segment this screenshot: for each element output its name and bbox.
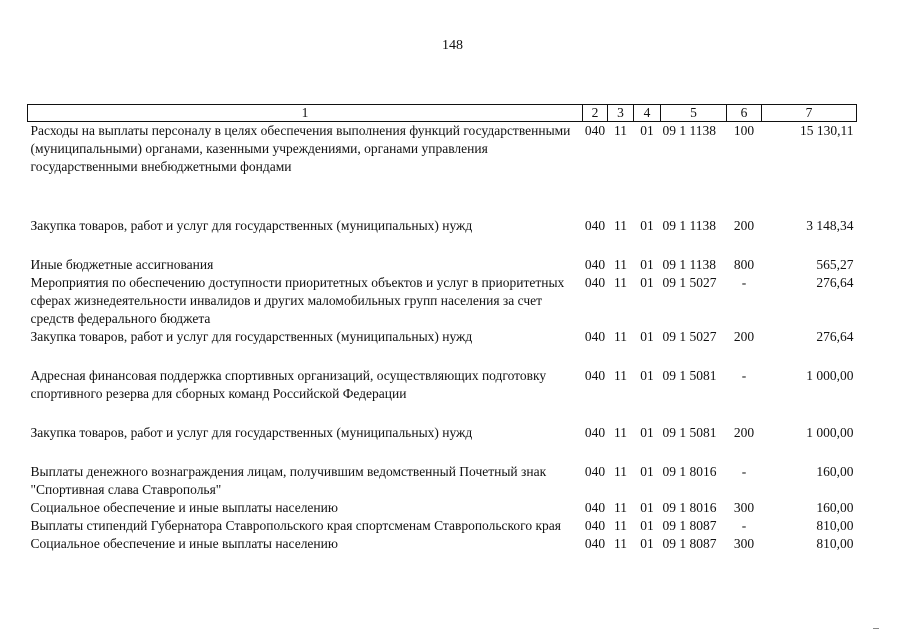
row-ministry-code: 040 [584,464,606,479]
table-row [28,517,857,535]
row-section-code: 11 [614,368,627,383]
row-target-code: 09 1 8087 [662,536,717,551]
row-subsection-code: 01 [640,218,654,233]
row-name: Закупка товаров, работ и услуг для государственных (муниципальных) нужд [30,329,473,344]
header-col-6: 6 [727,105,762,122]
row-subsection-code: 01 [640,257,654,272]
row-section-code: 11 [614,275,627,290]
header-col-3: 3 [608,105,634,122]
row-section-code: 11 [614,518,627,533]
row-target-code: 09 1 5081 [662,368,717,383]
table-header-row [28,105,857,122]
row-spacer [28,346,857,367]
row-target-code: 09 1 8016 [662,464,717,479]
row-name: Мероприятия по обеспечению доступности приоритетных объектов и услуг в приоритетных сферах жизнедеятельности инвалидов и других маломобильных групп населения за счет средств федерального бюджета [30,275,565,326]
row-subsection-code: 01 [640,329,654,344]
row-amount: 810,00 [816,518,854,533]
table-row [28,535,857,553]
row-ministry-code: 040 [584,425,606,440]
row-expense-type: 200 [733,329,755,344]
row-ministry-code: 040 [584,518,606,533]
row-subsection-code: 01 [640,500,654,515]
table-row [28,463,857,499]
row-section-code: 11 [614,329,627,344]
header-col-2: 2 [583,105,608,122]
row-section-code: 11 [614,500,627,515]
row-amount: 1 000,00 [806,425,854,440]
table-row [28,217,857,235]
row-name: Социальное обеспечение и иные выплаты населению [30,536,338,551]
row-name: Социальное обеспечение и иные выплаты населению [30,500,338,515]
row-subsection-code: 01 [640,518,654,533]
row-name: Выплаты стипендий Губернатора Ставропольского края спортсменам Ставропольского края [30,518,561,533]
header-col-5: 5 [661,105,727,122]
row-name: Расходы на выплаты персоналу в целях обеспечения выполнения функций государственными (муниципальными) органами, казенными учреждениями, органами управления государственными внебюджетными фондами [30,123,571,174]
row-expense-type: 800 [733,257,755,272]
row-ministry-code: 040 [584,500,606,515]
row-subsection-code: 01 [640,275,654,290]
row-name: Адресная финансовая поддержка спортивных организаций, осуществляющих подготовку спортивного резерва для сборных команд Российской Федерации [30,368,547,401]
corner-mark [873,628,879,629]
row-ministry-code: 040 [584,368,606,383]
row-expense-type: - [741,518,747,533]
row-expense-type: 200 [733,218,755,233]
table-row [28,256,857,274]
row-spacer [28,403,857,424]
row-ministry-code: 040 [584,218,606,233]
row-target-code: 09 1 1138 [662,218,716,233]
row-ministry-code: 040 [584,257,606,272]
row-subsection-code: 01 [640,123,654,138]
row-section-code: 11 [614,123,627,138]
row-target-code: 09 1 8016 [662,500,717,515]
row-spacer [28,442,857,463]
row-expense-type: - [741,368,747,383]
row-subsection-code: 01 [640,368,654,383]
row-expense-type: - [741,464,747,479]
row-name: Закупка товаров, работ и услуг для государственных (муниципальных) нужд [30,218,473,233]
row-spacer [28,235,857,256]
table-row [28,274,857,328]
row-section-code: 11 [614,425,627,440]
row-expense-type: - [741,275,747,290]
row-section-code: 11 [614,218,627,233]
row-amount: 276,64 [816,275,854,290]
row-target-code: 09 1 5027 [662,275,717,290]
row-ministry-code: 040 [584,536,606,551]
row-section-code: 11 [614,464,627,479]
row-amount: 1 000,00 [806,368,854,383]
row-name: Закупка товаров, работ и услуг для государственных (муниципальных) нужд [30,425,473,440]
table-row [28,328,857,346]
row-expense-type: 200 [733,425,755,440]
budget-table [27,104,857,553]
row-amount: 15 130,11 [800,123,854,138]
row-expense-type: 300 [733,500,755,515]
row-name: Выплаты денежного вознаграждения лицам, получившим ведомственный Почетный знак "Спортивная слава Ставрополья" [30,464,547,497]
row-subsection-code: 01 [640,536,654,551]
row-amount: 160,00 [816,464,854,479]
row-target-code: 09 1 1138 [662,123,716,138]
row-section-code: 11 [614,536,627,551]
header-col-1: 1 [28,105,583,122]
row-expense-type: 300 [733,536,755,551]
row-ministry-code: 040 [584,329,606,344]
row-ministry-code: 040 [584,275,606,290]
row-subsection-code: 01 [640,464,654,479]
row-target-code: 09 1 8087 [662,518,717,533]
row-target-code: 09 1 1138 [662,257,716,272]
row-ministry-code: 040 [584,123,606,138]
page-number: 148 [442,38,463,53]
row-amount: 276,64 [816,329,854,344]
row-amount: 565,27 [816,257,854,272]
table-row [28,499,857,517]
row-amount: 3 148,34 [806,218,854,233]
row-target-code: 09 1 5081 [662,425,717,440]
table-row [28,122,857,177]
table-row [28,367,857,403]
row-spacer [28,176,857,217]
row-subsection-code: 01 [640,425,654,440]
row-section-code: 11 [614,257,627,272]
row-target-code: 09 1 5027 [662,329,717,344]
row-name: Иные бюджетные ассигнования [30,257,214,272]
header-col-7: 7 [762,105,857,122]
row-expense-type: 100 [733,123,755,138]
table-row [28,424,857,442]
row-amount: 160,00 [816,500,854,515]
row-amount: 810,00 [816,536,854,551]
header-col-4: 4 [634,105,661,122]
